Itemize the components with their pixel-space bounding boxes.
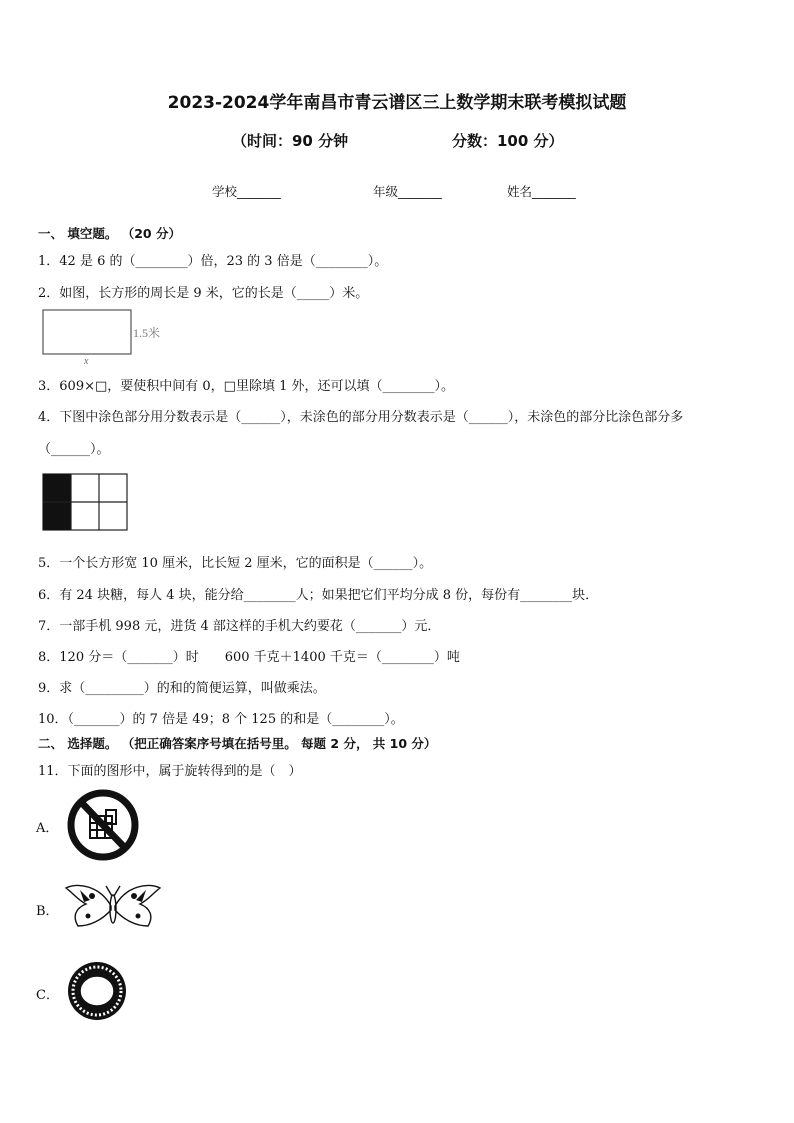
section-choice-heading: 二、 选择题。 （把正确答案序号填在括号里。 每题 2 分， 共 10 分） (38, 736, 437, 751)
question-3: 3．609×□，要使积中间有 0，□里除填 1 外，还可以填（________）。 (38, 379, 454, 394)
question-1: 1．42 是 6 的（________）倍，23 的 3 倍是（________）。 (38, 254, 388, 269)
exam-title: 2023-2024学年南昌市青云谱区三上数学期末联考模拟试题 (167, 93, 627, 113)
rectangle-shape (43, 310, 131, 354)
question-4-line-1: 4．下图中涂色部分用分数表示是（______），未涂色的部分用分数表示是（______），未涂色的部分比涂色部分多 (38, 410, 684, 425)
option-c-label: C． (36, 988, 59, 1003)
question-5: 5．一个长方形宽 10 厘米，比长短 2 厘米，它的面积是（______）。 (38, 556, 433, 571)
exam-score: 分数：100 分） (452, 132, 564, 150)
grade-field: 年级_______ (373, 184, 442, 199)
question-11: 11．下面的图形中，属于旋转得到的是（ ） (38, 764, 302, 779)
option-a-image (62, 786, 144, 864)
question-4-line-2: （______）。 (38, 442, 110, 457)
question-10: 10．（_______）的 7 倍是 49；8 个 125 的和是（________）。 (38, 712, 404, 727)
option-a-label: A． (36, 821, 59, 836)
option-b-image (60, 876, 166, 940)
question-7: 7．一部手机 998 元，进货 4 部这样的手机大约要花（_______）元． (38, 619, 441, 634)
shaded-cell (43, 502, 71, 530)
question-6: 6．有 24 块糖，每人 4 块，能分给________人；如果把它们平均分成 8 份，每份有________块． (38, 588, 599, 603)
rectangle-figure (40, 308, 180, 366)
exam-time: （时间：90 分钟 (232, 132, 349, 150)
section-fill-blank-heading: 一、 填空题。 （20 分） (38, 226, 181, 241)
name-field: 姓名_______ (507, 184, 576, 199)
school-field: 学校_______ (212, 184, 281, 199)
shaded-cell (43, 474, 71, 502)
question-2: 2．如图，长方形的周长是 9 米，它的长是（_____）米。 (38, 286, 369, 301)
question-8: 8．120 分＝（_______）时 600 千克＋1400 千克＝（________）吨 (38, 650, 460, 665)
option-b-label: B． (36, 904, 59, 919)
shaded-grid-figure (42, 473, 128, 531)
length-label: x (84, 356, 89, 366)
question-9: 9．求（_________）的和的简便运算，叫做乘法。 (38, 681, 326, 696)
width-label: 1.5米 (133, 326, 161, 340)
option-c-image (60, 956, 136, 1026)
